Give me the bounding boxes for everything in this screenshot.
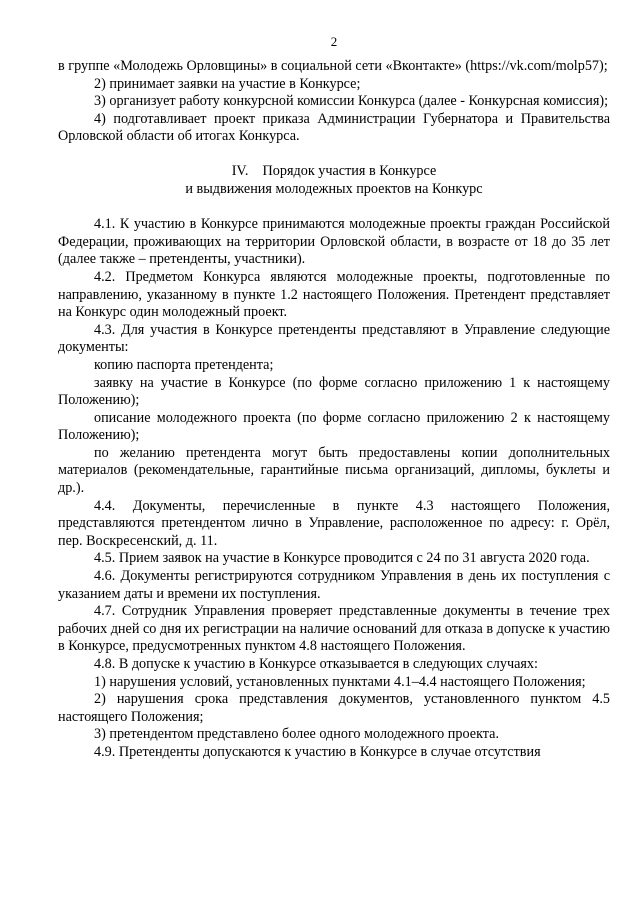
paragraph-4-8: 4.8. В допуске к участию в Конкурсе отказывается в следующих случаях:	[94, 656, 538, 672]
paragraph-4-6: 4.6. Документы регистрируются сотрудником Управления в день их поступления с указанием даты и времени их поступления.	[58, 568, 610, 602]
paragraph-4-1: 4.1. К участию в Конкурсе принимаются молодежные проекты граждан Российской Федерации, проживающих на территории Орловской области, в возрасте от 18 до 35 лет (далее также – претенденты, участники).	[58, 216, 610, 268]
paragraph-4-5: 4.5. Прием заявок на участие в Конкурсе проводится с 24 по 31 августа 2020 года.	[94, 550, 590, 567]
paragraph-4-2: 4.2. Предметом Конкурса являются молодежные проекты, подготовленные по направлению, указанному в пункте 1.2 настоящего Положения. Претендент представляет на Конкурс один молодежный проект.	[58, 268, 610, 321]
list-item-application: заявку на участие в Конкурсе (по форме согласно приложению 1 к настоящему Положению);	[58, 374, 610, 409]
paragraph-social-group: в группе «Молодежь Орловщины» в социальной сети «Вконтакте» (https://vk.com/molp57);	[58, 58, 608, 74]
section-heading	[58, 163, 610, 198]
list-item-multiple-projects: 3) претендентом представлено более одного молодежного проекта.	[94, 726, 499, 743]
list-item-violation-deadline: 2) нарушения срока представления документов, установленного пунктом 4.5 настоящего Положения;	[58, 691, 610, 725]
list-item-project-description: описание молодежного проекта (по форме согласно приложению 2 к настоящему Положению);	[58, 409, 610, 444]
paragraph-prepares-order: 4) подготавливает проект приказа Администрации Губернатора и Правительства Орловской области об итогах Конкурса.	[58, 110, 610, 145]
paragraph-4-7: 4.7. Сотрудник Управления проверяет представленные документы в течение трех рабочих дней со дня их регистрации на наличие оснований для отказа в допуске к участию в Конкурсе, предусмотренных пунктом 4.8 настоящего Положения.	[58, 603, 610, 655]
page-number: 2	[330, 34, 338, 49]
list-item-passport-copy: копию паспорта претендента;	[94, 356, 274, 373]
section-heading-line-1: IV. Порядок участия в Конкурсе	[231, 162, 437, 179]
paragraph-4-9: 4.9. Претенденты допускаются к участию в Конкурсе в случае отсутствия	[94, 743, 541, 760]
paragraph-accepts-applications: 2) принимает заявки на участие в Конкурсе;	[94, 75, 361, 92]
list-item-violation-conditions: 1) нарушения условий, установленных пунктами 4.1–4.4 настоящего Положения;	[94, 673, 586, 690]
list-item-additional-materials: по желанию претендента могут быть предоставлены копии дополнительных материалов (рекомендательные, гарантийные письма организаций, дипломы, буклеты и др.).	[58, 444, 610, 497]
paragraph-4-4: 4.4. Документы, перечисленные в пункте 4.3 настоящего Положения, представляются претендентом лично в Управление, расположенное по адресу: г. Орёл, пер. Воскресенский, д. 11.	[58, 497, 610, 549]
paragraph-organizes-commission: 3) организует работу конкурсной комиссии Конкурса (далее - Конкурсная комиссия);	[94, 93, 609, 110]
paragraph-4-3: 4.3. Для участия в Конкурсе претенденты представляют в Управление следующие документы:	[58, 321, 610, 356]
section-heading-line-2: и выдвижения молодежных проектов на Конкурс	[185, 180, 483, 197]
